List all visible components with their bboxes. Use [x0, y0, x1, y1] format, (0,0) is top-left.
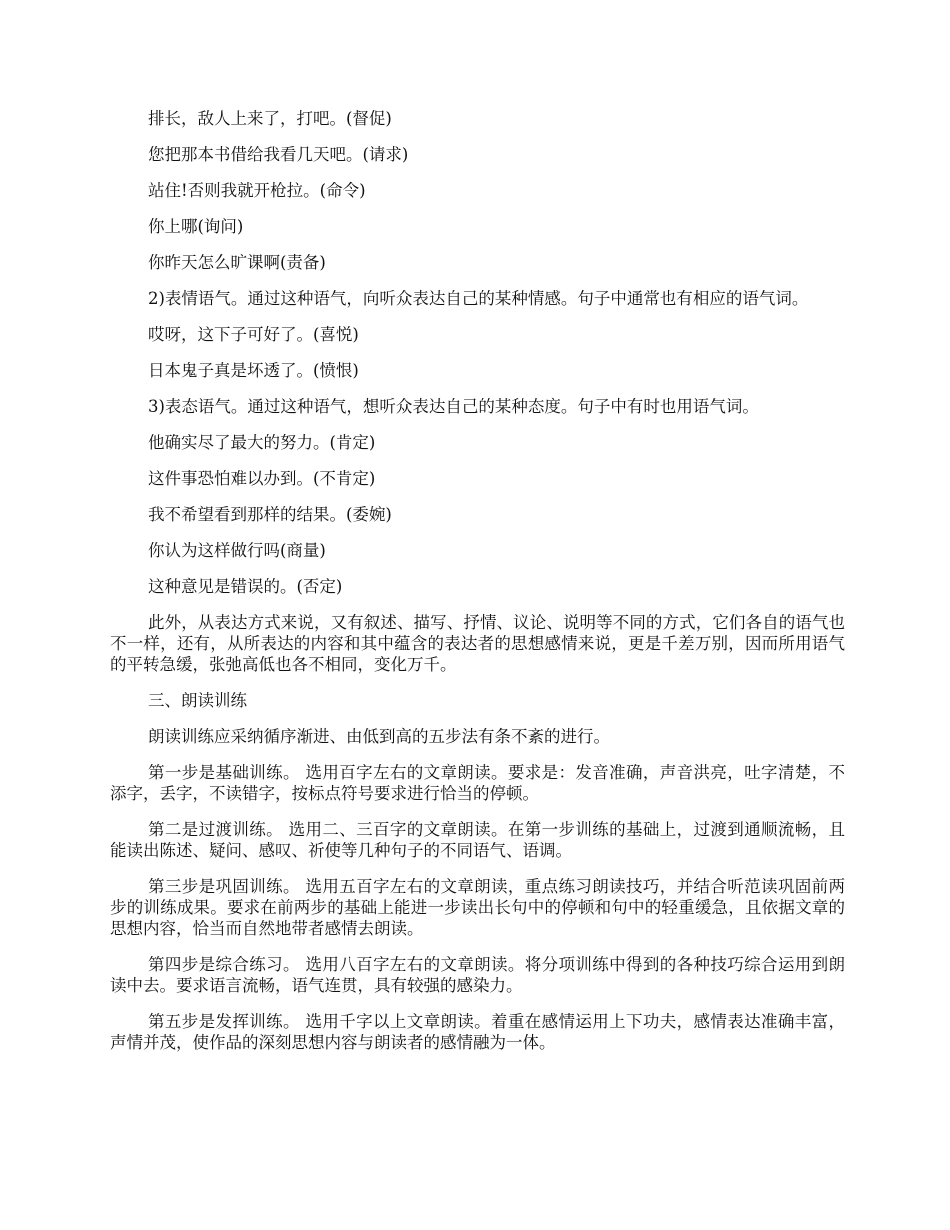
paragraph-12: 我不希望看到那样的结果。(委婉)	[148, 505, 392, 524]
paragraph-11: 这件事恐怕难以办到。(不肯定)	[148, 469, 376, 488]
paragraph-15: 此外，从表达方式来说，又有叙述、描写、抒情、议论、说明等不同的方式，它们各自的语气也不一样，还有，从所表达的内容和其中蕴含的表达者的思想感情来说，更是千差万别，因而所用语气的平转急缓，张弛高低也各不相同，变化万千。	[110, 613, 845, 674]
paragraph-18: 第一步是基础训练。 选用百字左右的文章朗读。要求是：发音准确，声音洪亮，吐字清楚，不添字，丢字，不读错字，按标点符号要求进行恰当的停顿。	[110, 763, 845, 803]
paragraph-17: 朗读训练应采纳循序渐进、由低到高的五步法有条不紊的进行。	[148, 727, 610, 746]
paragraph-2: 您把那本书借给我看几天吧。(请求)	[148, 145, 409, 164]
paragraph-8: 日本鬼子真是坏透了。(愤恨)	[148, 361, 359, 380]
paragraph-13: 你认为这样做行吗(商量)	[148, 541, 326, 560]
section-heading: 三、朗读训练	[148, 691, 247, 710]
paragraph-22: 第五步是发挥训练。 选用千字以上文章朗读。着重在感情运用上下功夫，感情表达准确丰富，声情并茂，使作品的深刻思想内容与朗读者的感情融为一体。	[110, 1012, 845, 1052]
document-page	[110, 108, 845, 1068]
paragraph-3: 站住!否则我就开枪拉。(命令)	[148, 181, 366, 200]
paragraph-19: 第二是过渡训练。 选用二、三百字的文章朗读。在第一步训练的基础上，过渡到通顺流畅，且能读出陈述、疑问、感叹、祈使等几种句子的不同语气、语调。	[110, 820, 845, 860]
paragraph-21: 第四步是综合练习。 选用八百字左右的文章朗读。将分项训练中得到的各种技巧综合运用到朗读中去。要求语言流畅，语气连贯，具有较强的感染力。	[110, 955, 845, 995]
paragraph-9: 3)表态语气。通过这种语气，想听众表达自己的某种态度。句子中有时也用语气词。	[148, 397, 759, 416]
paragraph-5: 你昨天怎么旷课啊(责备)	[148, 253, 326, 272]
paragraph-7: 哎呀，这下子可好了。(喜悦)	[148, 325, 359, 344]
paragraph-10: 他确实尽了最大的努力。(肯定)	[148, 433, 376, 452]
paragraph-6: 2)表情语气。通过这种语气，向听众表达自己的某种情感。句子中通常也有相应的语气词。	[148, 289, 809, 308]
paragraph-14: 这种意见是错误的。(否定)	[148, 577, 343, 596]
paragraph-4: 你上哪(询问)	[148, 217, 244, 236]
paragraph-20: 第三步是巩固训练。 选用五百字左右的文章朗读，重点练习朗读技巧，并结合听范读巩固前两步的训练成果。要求在前两步的基础上能进一步读出长句中的停顿和句中的轻重缓急，且依据文章的思想内容，恰当而自然地带者感情去朗读。	[110, 877, 845, 938]
paragraph-1: 排长，敌人上来了，打吧。(督促)	[148, 109, 392, 128]
